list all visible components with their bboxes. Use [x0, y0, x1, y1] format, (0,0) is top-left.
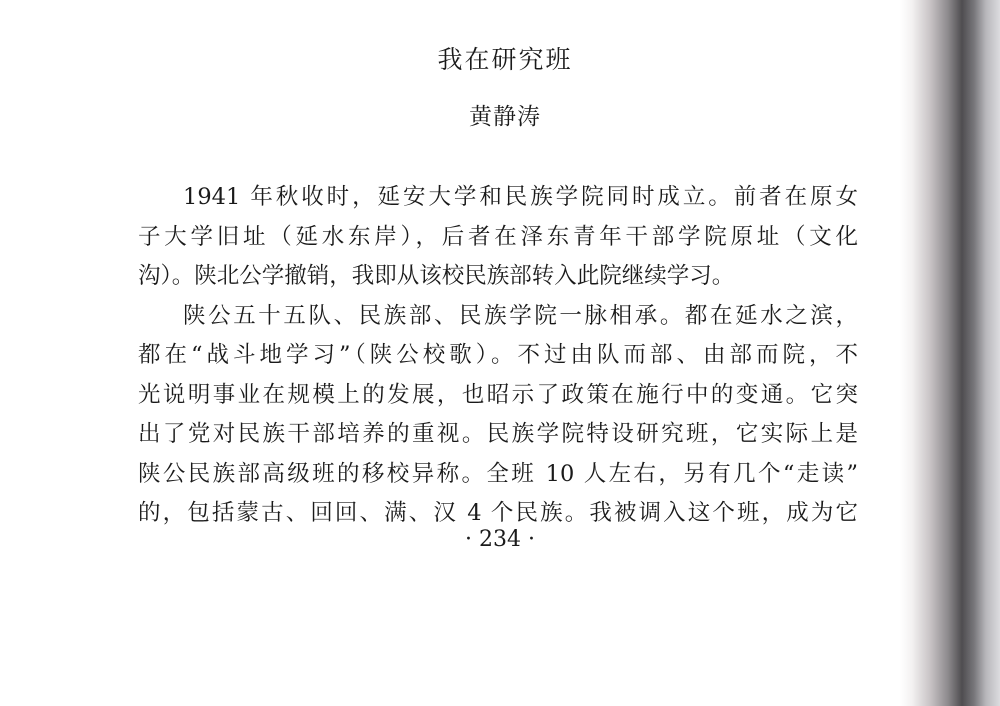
body-text: [138, 178, 858, 534]
paragraph-2-line-3: 光说明事业在规模上的发展，也昭示了政策在施行中的变通。它突: [138, 381, 858, 408]
author-name: 黄静涛: [469, 104, 541, 130]
paragraph-2-line-5: 陕公民族部高级班的移校异称。全班 10 人左右，另有几个“走读”: [138, 460, 858, 487]
paragraph-1-line-2: 子大学旧址（延水东岸），后者在泽东青年干部学院原址（文化: [138, 223, 858, 250]
paragraph-2-line-4: 出了党对民族干部培养的重视。民族学院特设研究班，它实际上是: [138, 421, 858, 447]
page-number: · 234 ·: [465, 527, 535, 552]
paragraph-1-line-1: 1941 年秋收时，延安大学和民族学院同时成立。前者在原女: [183, 184, 858, 210]
page-title: 我在研究班: [437, 45, 573, 74]
paragraph-2-line-6: 的，包括蒙古、回回、满、汉 4 个民族。我被调入这个班，成为它: [138, 500, 858, 526]
paragraph-2-line-2: 都在“战斗地学习”（陕公校歌）。不过由队而部、由部而院，不: [138, 342, 858, 368]
paragraph-2-line-1: 陕公五十五队、民族部、民族学院一脉相承。都在延水之滨，: [183, 302, 858, 329]
paragraph-1-line-3: 沟）。陕北公学撤销，我即从该校民族部转入此院继续学习。: [138, 263, 735, 289]
